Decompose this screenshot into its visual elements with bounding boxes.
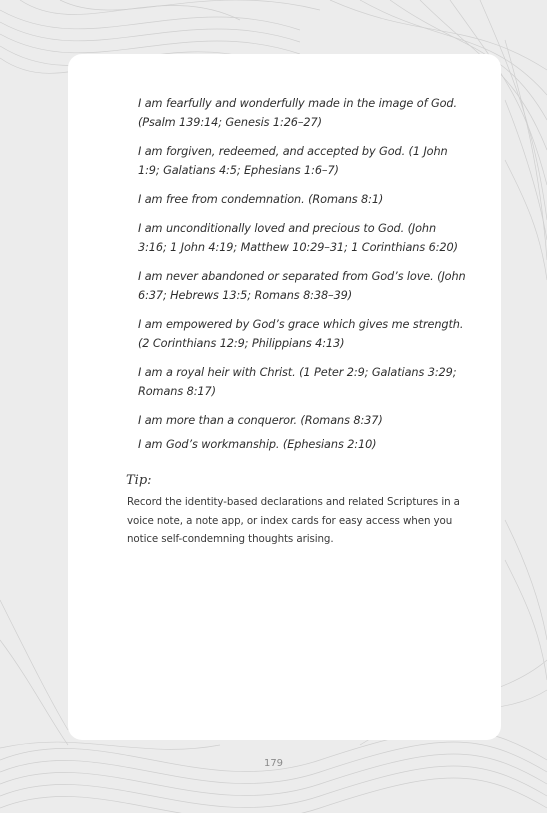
declaration-item: I am a royal heir with Christ. (1 Peter 2:9; Galatians 3:29; Romans 8:17): [138, 366, 457, 398]
declaration-item: I am never abandoned or separated from God’s love. (John 6:37; Hebrews 13:5; Romans 8:38–39): [138, 270, 466, 302]
tip-text: Record the identity-based declarations and related Scriptures in a voice note, a note app, or index cards for easy access when you notice self-condemning thoughts arising.: [127, 496, 460, 545]
declaration-item: I am empowered by God’s grace which gives me strength. (2 Corinthians 12:9; Philippians 4:13): [138, 318, 464, 350]
identity-declarations-list: [138, 94, 468, 464]
declaration-item: I am fearfully and wonderfully made in the image of God. (Psalm 139:14; Genesis 1:26–27): [138, 97, 457, 129]
page-card: [68, 54, 501, 740]
page-number: 179: [263, 758, 284, 769]
declaration-item: I am unconditionally loved and precious to God. (John 3:16; 1 John 4:19; Matthew 10:29–31; 1 Corinthians 6:20): [138, 222, 458, 254]
declaration-item: I am free from condemnation. (Romans 8:1): [138, 193, 384, 206]
declaration-item: I am God’s workmanship. (Ephesians 2:10): [138, 438, 377, 451]
tip-label: Tip:: [126, 473, 152, 488]
declaration-item: I am more than a conqueror. (Romans 8:37): [138, 414, 383, 427]
declaration-item: I am forgiven, redeemed, and accepted by God. (1 John 1:9; Galatians 4:5; Ephesians 1:6–7): [138, 145, 448, 177]
